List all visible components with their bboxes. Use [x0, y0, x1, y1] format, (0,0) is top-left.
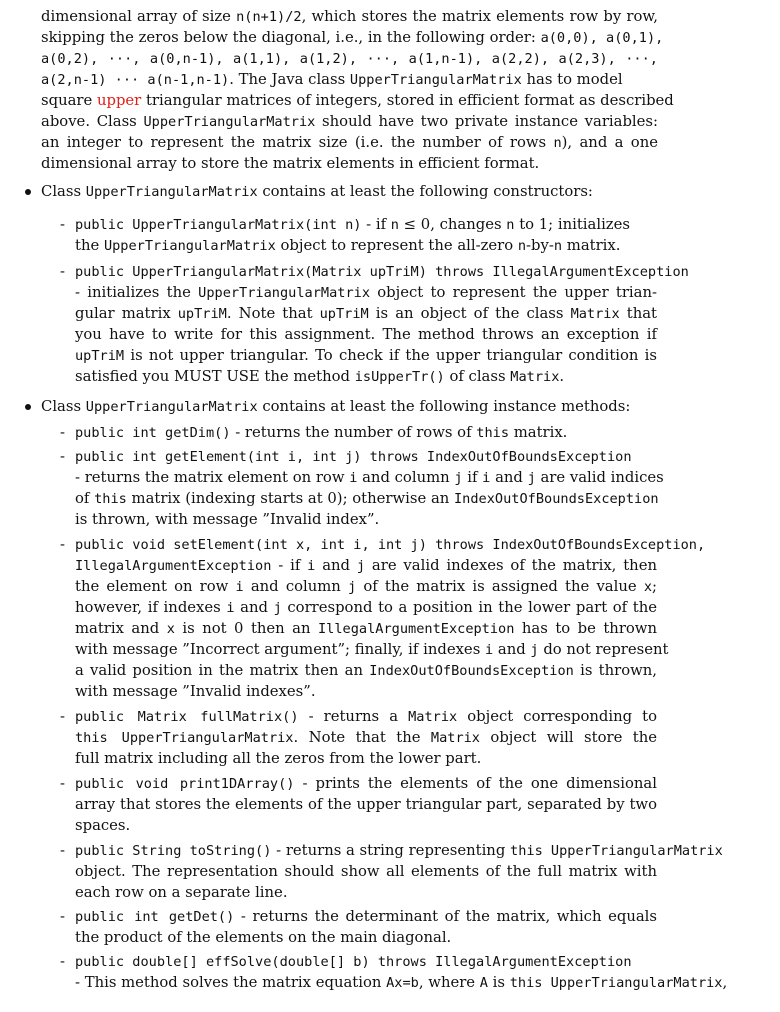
text-fragment: matrix and: [75, 620, 167, 637]
text-fragment: - prints the elements of the one dimensional: [294, 775, 657, 792]
text-line: [75, 639, 669, 660]
code-fragment: n: [390, 217, 399, 233]
text-fragment: to 1; initializes: [514, 216, 630, 233]
text-line: [41, 111, 658, 132]
text-fragment: the: [75, 237, 104, 254]
code-fragment: UpperTriangularMatrix: [143, 114, 316, 130]
code-fragment: UpperTriangularMatrix: [198, 285, 371, 301]
text-line: [41, 90, 674, 111]
text-fragment: square: [41, 92, 97, 109]
text-fragment: - if: [271, 557, 308, 574]
code-fragment: IllegalArgumentException: [318, 621, 515, 637]
bullet-icon: [25, 404, 31, 410]
code-fragment: UpperTriangularMatrix: [85, 184, 258, 200]
text-line: [75, 366, 564, 387]
text-line: [41, 153, 539, 174]
text-fragment: has to be thrown: [514, 620, 657, 637]
text-fragment: dimensional array of size: [41, 8, 237, 25]
text-fragment: are valid indexes of the matrix, then: [365, 557, 657, 574]
code-fragment: UpperTriangularMatrix: [349, 72, 522, 88]
text-line: [75, 214, 630, 235]
text-fragment: and column: [357, 469, 455, 486]
code-fragment: upTriM: [319, 306, 369, 322]
text-fragment: each row on a separate line.: [75, 884, 288, 901]
text-fragment: , where: [418, 974, 480, 991]
text-fragment: Class: [41, 398, 86, 415]
text-fragment: do not represent: [538, 641, 669, 658]
text-fragment: a valid position in the matrix then an: [75, 662, 370, 679]
code-fragment: public int getDet(): [75, 909, 235, 925]
text-fragment: object corresponding to: [457, 708, 658, 725]
text-line: [75, 282, 657, 303]
text-line: [75, 861, 657, 882]
text-line: [75, 488, 659, 509]
text-line: [75, 840, 723, 861]
text-line: [75, 951, 632, 972]
text-line: [75, 815, 130, 836]
text-fragment: contains at least the following constructors:: [257, 183, 593, 200]
code-fragment: a(2,n-1) ··· a(n-1,n-1): [41, 72, 230, 88]
code-fragment: A: [479, 975, 488, 991]
code-fragment: j: [356, 558, 366, 574]
list-dash: -: [60, 908, 65, 925]
code-fragment: public UpperTriangularMatrix(int n): [75, 217, 362, 233]
text-line: [75, 906, 657, 927]
text-fragment: - This method solves the matrix equation: [75, 974, 387, 991]
text-line: [75, 773, 657, 794]
text-line: [75, 748, 481, 769]
code-fragment: public void setElement(int x, int i, int j) throws IndexOutOfBoundsException,: [75, 537, 706, 553]
text-fragment: is not 0 then an: [174, 620, 318, 637]
bullet-icon: [25, 189, 31, 195]
code-fragment: public Matrix fullMatrix(): [75, 709, 299, 725]
code-fragment: n: [553, 238, 563, 254]
text-fragment: if: [462, 469, 483, 486]
code-fragment: i: [482, 470, 491, 486]
list-dash: -: [60, 448, 65, 465]
text-fragment: correspond to a position in the lower part of the: [281, 599, 657, 616]
text-fragment: you have to write for this assignment. The method throws an exception if: [75, 326, 657, 343]
text-fragment: - returns the matrix element on row: [75, 469, 350, 486]
text-fragment: matrix (indexing starts at 0); otherwise an: [126, 490, 454, 507]
code-fragment: upTriM: [177, 306, 227, 322]
text-line: [75, 727, 657, 748]
code-fragment: i: [307, 558, 316, 574]
list-dash: -: [60, 775, 65, 792]
text-line: [41, 27, 663, 48]
code-fragment: x: [643, 579, 652, 595]
text-fragment: dimensional array to store the matrix elements in efficient format.: [41, 155, 540, 172]
text-fragment: is thrown, with message ”Invalid index”.: [75, 511, 380, 528]
code-fragment: IndexOutOfBoundsException: [454, 491, 659, 507]
text-fragment: - returns the number of rows of: [230, 424, 477, 441]
code-fragment: j: [348, 579, 357, 595]
list-dash: -: [60, 536, 65, 553]
text-fragment: - returns the determinant of the matrix, which equals: [234, 908, 658, 925]
text-line: [75, 534, 705, 555]
text-line: [41, 69, 623, 90]
text-fragment: has to model: [521, 71, 623, 88]
text-fragment: of: [75, 490, 95, 507]
code-fragment: Matrix: [570, 306, 620, 322]
text-line: [41, 132, 658, 153]
text-fragment: are valid indices: [535, 469, 664, 486]
text-fragment: and: [234, 599, 274, 616]
code-fragment: IndexOutOfBoundsException: [369, 663, 574, 679]
code-fragment: this UpperTriangularMatrix: [509, 975, 723, 991]
text-fragment: that: [619, 305, 657, 322]
text-line: [75, 576, 657, 597]
text-fragment: object. The representation should show all elements of the full matrix with: [75, 863, 657, 880]
text-fragment: array that stores the elements of the upper triangular part, separated by two: [75, 796, 657, 813]
text-line: [75, 882, 288, 903]
text-line: [75, 261, 689, 282]
list-dash: -: [60, 842, 65, 859]
code-fragment: Matrix: [430, 730, 480, 746]
text-fragment: is: [487, 974, 510, 991]
text-fragment: and column: [243, 578, 349, 595]
text-fragment: ), and a one: [561, 134, 658, 151]
text-line: [75, 555, 657, 576]
text-fragment: - returns a string representing: [271, 842, 511, 859]
code-fragment: public int getElement(int i, int j) throws IndexOutOfBoundsException: [75, 449, 632, 465]
code-fragment: j: [527, 470, 536, 486]
text-line: [75, 303, 657, 324]
code-fragment: public int getDim(): [75, 425, 231, 441]
code-fragment: isUpperTr(): [354, 369, 445, 385]
list-dash: -: [60, 708, 65, 725]
text-line: [75, 794, 657, 815]
text-line: [75, 509, 379, 530]
code-fragment: public void print1DArray(): [75, 776, 295, 792]
text-line: [75, 422, 567, 443]
code-fragment: this UpperTriangularMatrix: [75, 730, 294, 746]
code-fragment: upTriM: [75, 348, 125, 364]
text-fragment: the element on row: [75, 578, 236, 595]
text-fragment: matrix.: [509, 424, 568, 441]
text-line: [75, 467, 664, 488]
list-dash: -: [60, 424, 65, 441]
text-fragment: . Note that the: [293, 729, 431, 746]
text-fragment: object will store the: [480, 729, 657, 746]
code-fragment: a(0,2), ···, a(0,n-1), a(1,1), a(1,2), ···, a(1,n-1), a(2,2), a(2,3), ···,: [41, 51, 658, 67]
code-fragment: Ax=b: [386, 975, 419, 991]
text-fragment: - initializes the: [75, 284, 199, 301]
code-fragment: IllegalArgumentException: [75, 558, 272, 574]
text-fragment: satisfied you MUST USE the method: [75, 368, 355, 385]
text-fragment: Class: [41, 183, 86, 200]
text-fragment: of the matrix is assigned the value: [356, 578, 644, 595]
highlighted-word: upper: [96, 92, 142, 109]
code-fragment: i: [349, 470, 358, 486]
text-fragment: ;: [652, 578, 657, 595]
text-fragment: - if: [361, 216, 391, 233]
code-fragment: n: [517, 238, 527, 254]
code-fragment: i: [226, 600, 235, 616]
text-line: [75, 660, 657, 681]
text-fragment: is not upper triangular. To check if the upper triangular condition is: [124, 347, 657, 364]
text-fragment: object to represent the all-zero: [275, 237, 518, 254]
code-fragment: n(n+1)/2: [236, 9, 302, 25]
text-fragment: above. Class: [41, 113, 144, 130]
text-line: [75, 706, 657, 727]
text-fragment: full matrix including all the zeros from the lower part.: [75, 750, 482, 767]
list-dash: -: [60, 953, 65, 970]
text-line: [75, 446, 632, 467]
text-fragment: is an object of the class: [368, 305, 571, 322]
text-fragment: and: [493, 641, 531, 658]
text-fragment: object to represent the upper trian-: [370, 284, 658, 301]
text-line: [75, 927, 451, 948]
text-fragment: an integer to represent the matrix size (i.e. the number of rows: [41, 134, 554, 151]
list-dash: -: [60, 263, 65, 280]
text-line: [75, 681, 316, 702]
code-fragment: a(0,0), a(0,1),: [540, 30, 664, 46]
text-fragment: - returns a: [298, 708, 409, 725]
text-fragment: is thrown,: [573, 662, 658, 679]
code-fragment: i: [485, 642, 494, 658]
text-line: [41, 396, 630, 417]
code-fragment: n: [553, 135, 562, 151]
text-fragment: with message ”Invalid indexes”.: [75, 683, 316, 700]
text-fragment: however, if indexes: [75, 599, 227, 616]
code-fragment: j: [530, 642, 539, 658]
text-line: [75, 324, 657, 345]
text-line: [75, 345, 657, 366]
text-line: [75, 972, 727, 993]
code-fragment: Matrix: [510, 369, 560, 385]
text-fragment: and: [490, 469, 528, 486]
text-fragment: spaces.: [75, 817, 131, 834]
code-fragment: UpperTriangularMatrix: [103, 238, 276, 254]
text-fragment: . The Java class: [229, 71, 350, 88]
text-fragment: of class: [444, 368, 511, 385]
code-fragment: public double[] effSolve(double[] b) throws IllegalArgumentException: [75, 954, 632, 970]
code-fragment: this: [94, 491, 127, 507]
text-line: [75, 597, 657, 618]
code-fragment: x: [166, 621, 175, 637]
text-fragment: .: [559, 368, 565, 385]
text-fragment: skipping the zeros below the diagonal, i.e., in the following order:: [41, 29, 541, 46]
text-fragment: , which stores the matrix elements row by row,: [301, 8, 658, 25]
code-fragment: n: [506, 217, 515, 233]
code-fragment: public UpperTriangularMatrix(Matrix upTriM) throws IllegalArgumentException: [75, 264, 689, 280]
text-fragment: ≤ 0, changes: [398, 216, 507, 233]
text-fragment: -by-: [526, 237, 554, 254]
code-fragment: this UpperTriangularMatrix: [510, 843, 723, 859]
list-dash: -: [60, 216, 65, 233]
text-fragment: should have two private instance variables:: [315, 113, 658, 130]
text-line: [41, 48, 658, 69]
text-fragment: triangular matrices of integers, stored in efficient format as described: [141, 92, 674, 109]
text-line: [41, 181, 593, 202]
text-fragment: gular matrix: [75, 305, 178, 322]
code-fragment: Matrix: [408, 709, 458, 725]
code-fragment: j: [454, 470, 463, 486]
code-fragment: i: [235, 579, 244, 595]
text-line: [75, 235, 620, 256]
text-fragment: and: [315, 557, 357, 574]
text-fragment: matrix.: [562, 237, 621, 254]
text-line: [75, 618, 657, 639]
text-fragment: ,: [722, 974, 728, 991]
text-fragment: the product of the elements on the main diagonal.: [75, 929, 452, 946]
code-fragment: j: [273, 600, 282, 616]
text-fragment: with message ”Incorrect argument”; finally, if indexes: [75, 641, 485, 658]
code-fragment: public String toString(): [75, 843, 272, 859]
text-line: [41, 6, 658, 27]
text-fragment: contains at least the following instance methods:: [257, 398, 631, 415]
code-fragment: UpperTriangularMatrix: [85, 399, 258, 415]
code-fragment: this: [476, 425, 510, 441]
text-fragment: . Note that: [226, 305, 320, 322]
